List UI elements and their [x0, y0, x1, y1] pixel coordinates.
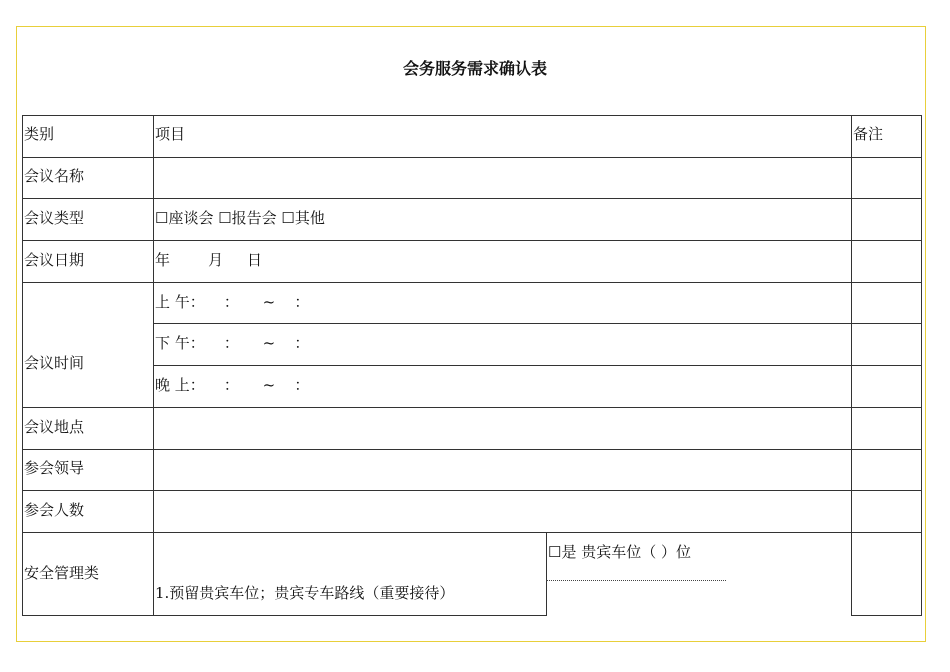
form-title: 会务服务需求确认表 — [402, 59, 547, 78]
security-label: 安全管理类 — [24, 564, 100, 582]
meeting-date-field[interactable]: 年 月 日 — [155, 251, 262, 269]
attendee-count-label: 参会人数 — [24, 501, 85, 519]
grid-line — [851, 615, 922, 616]
grid-line — [22, 282, 922, 283]
time-evening-field[interactable]: 晚 上： ： ~ ： — [155, 376, 310, 394]
meeting-venue-label: 会议地点 — [24, 418, 85, 436]
grid-line — [22, 240, 922, 241]
grid-line — [22, 198, 922, 199]
grid-line — [153, 323, 922, 324]
grid-line — [22, 615, 547, 616]
grid-line — [153, 115, 154, 616]
grid-line — [22, 157, 922, 158]
grid-line — [22, 407, 922, 408]
meeting-date-label: 会议日期 — [24, 251, 85, 269]
security-item-text: 1.预留贵宾车位；贵宾专车路线（重要接待） — [155, 584, 455, 602]
grid-line — [851, 115, 852, 616]
grid-line — [22, 449, 922, 450]
grid-line — [153, 365, 922, 366]
meeting-time-label: 会议时间 — [24, 354, 85, 372]
vip-parking-option[interactable]: ☐是 贵宾车位（ ）位 — [548, 543, 691, 561]
leaders-label: 参会领导 — [24, 459, 85, 477]
time-afternoon-field[interactable]: 下 午： ： ~ ： — [155, 334, 310, 352]
header-remark: 备注 — [853, 125, 884, 143]
grid-line — [546, 532, 547, 616]
grid-line — [22, 532, 922, 533]
header-category: 类别 — [24, 125, 55, 143]
grid-line — [22, 490, 922, 491]
meeting-name-label: 会议名称 — [24, 167, 85, 185]
grid-line — [22, 115, 23, 616]
header-item: 项目 — [155, 125, 186, 143]
meeting-type-label: 会议类型 — [24, 209, 85, 227]
meeting-type-options[interactable]: ☐座谈会 ☐报告会 ☐其他 — [155, 209, 325, 227]
grid-line — [22, 115, 922, 116]
dotted-fill-line — [546, 580, 726, 581]
time-morning-field[interactable]: 上 午： ： ~ ： — [155, 293, 310, 311]
grid-line — [921, 115, 922, 616]
